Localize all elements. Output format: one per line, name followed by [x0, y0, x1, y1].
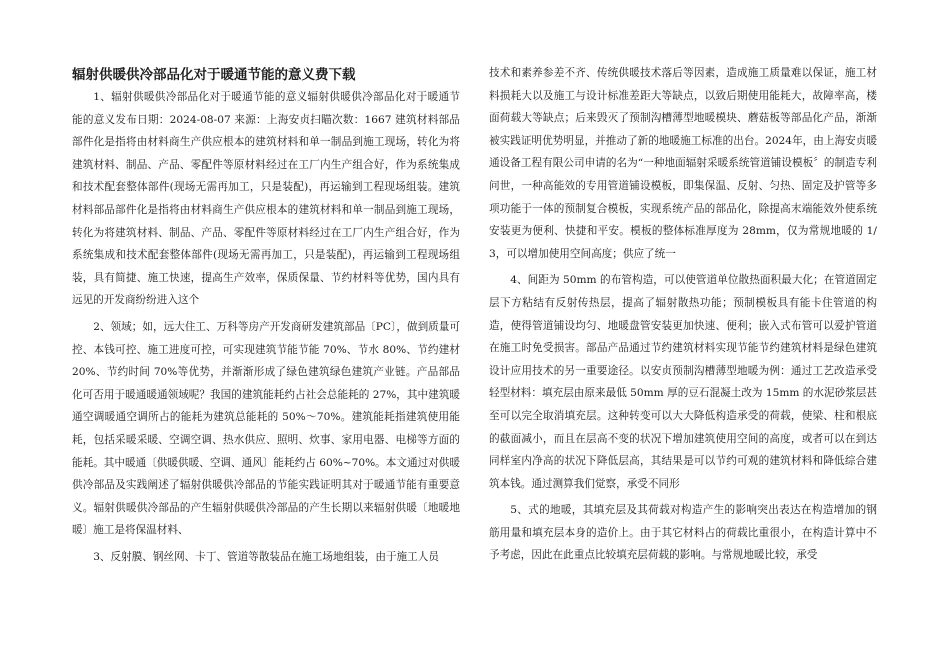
paragraph-1: 1、辐射供暖供冷部品化对于暖通节能的意义辐射供暖供冷部品化对于暖通节能的意义发布日期：2024-08-07 来源：上海安贞扫瞄次数：1667 建筑材料部品部件化是指将由材料商生产供应根本的建筑材料和单一制品到施工现场，转化为将建筑材料、制品、产品、零配件等原材料经过在工厂内生产组合好，作为系统集成和技术配套整体部件(现场无需再加工，只是装配)，再运输到工程现场组装。建筑材料部品部件化是指将由材料商生产供应根本的建筑材料和单一制品到施工现场，转化为将建筑材料、制品、产品、零配件等原材料经过在工厂内生产组合好，作为系统集成和技术配套整体部件(现场无需再加工，只是装配)，再运输到工程现场组装，具有简捷、施工快速，提高生产效率，保质保量、节约材料等优势，国内具有远见的开发商纷纷进入这个: [72, 91, 460, 307]
left-column: [72, 62, 460, 572]
paragraph-4: 4、间距为 50mm 的布管构造，可以使管道单位散热面积最大化；在管道固定层下方粘结有反射传热层，提高了辐射散热功能；预制模板具有能卡住管道的构造，使得管道铺设均匀、地暖盘管安装更加快速、便利；嵌入式布管可以爱护管道在施工时免受损害。部品产品通过节约建筑材料实现节能节约建筑材料是绿色建筑设计应用技术的另一重要途径。以安贞预制沟槽薄型地暖为例：通过工艺改造承受轻型材料：填充层由原来最低 50mm 厚的豆石混凝土改为 15mm 的水泥砂浆层甚至可以完全取消填充层。这种转变可以大大降低构造承受的荷载，使梁、柱和根底的截面减小，而且在层高不变的状况下增加建筑使用空间的高度，或者可以在到达同样室内净高的状况下降低层高，其结果是可以节约可观的建筑材料和降低综合建筑本钱。通过测算我们觉察，承受不同形: [489, 274, 877, 490]
right-column: [489, 62, 877, 571]
paragraph-3-continued: 技术和素养参差不齐、传统供暖技术落后等因素，造成施工质量难以保证，施工材料损耗大以及施工与设计标准差距大等缺点，以致后期使用能耗大，故障率高，楼面荷载大等缺点；后来毁灭了预制沟槽薄型地暖模块、蘑菇板等部品化产品，渐渐被实践证明优势明显，并推动了新的地暖施工标准的出台。2024年，由上海安贞暖通设备工程有限公司申请的名为“一种地面辐射采暖系统管道铺设模板〞的制造专利问世，一种高能效的专用管道铺设模板，即集保温、反射、匀热、固定及护管等多项功能于一体的预制复合模板，实现系统产品的部品化，除提高末端能效外使系统安装更为便利、快捷和平安。模板的整体标准厚度为 28mm，仅为常规地暖的 1/3，可以增加使用空间高度；供应了统一: [489, 67, 877, 260]
document-title: 辐射供暖供冷部品化对于暖通节能的意义费下载: [72, 67, 356, 83]
paragraph-2: 2、领域；如，远大住工、万科等房产开发商研发建筑部品〔PC〕，做到质量可控、本钱可控、施工进度可控，可实现建筑节能节能 70%、节水 80%、节约建材 20%、节约时间 70%等优势，并渐渐形成了绿色建筑绿色建筑产业链。产品部品化可否用于暖通暖通领域呢？我国的建筑能耗约占社会总能耗的 27%，其中建筑暖通空调暖通空调所占的能耗为建筑总能耗的 50%～70%。建筑能耗指建筑使用能耗，包括采暖采暖、空调空调、热水供应、照明、炊事、家用电器、电梯等方面的能耗。其中暖通〔供暖供暖、空调、通风〕能耗约占 60%~70%。本文通过对供暖供冷部品及实践阐述了辐射供暖供冷部品的节能实践证明其对于暖通节能有重要意义。辐射供暖供冷部品的产生辐射供暖供冷部品的产生长期以来辐射供暖〔地暖地暖〕施工是将保温材料、: [72, 320, 460, 537]
paragraph-5: 5、式的地暖，其填充层及其荷载对构造产生的影响突出表达在构造增加的钢筋用量和填充层本身的造价上。由于其它材料占的荷载比重很小，在构造计算中不予考虑，因此在此重点比较填充层荷载的影响。与常规地暖比较，承受: [489, 504, 877, 562]
paragraph-3: 3、反射膜、钢丝网、卡丁、管道等散装品在施工场地组装，由于施工人员: [93, 550, 439, 563]
